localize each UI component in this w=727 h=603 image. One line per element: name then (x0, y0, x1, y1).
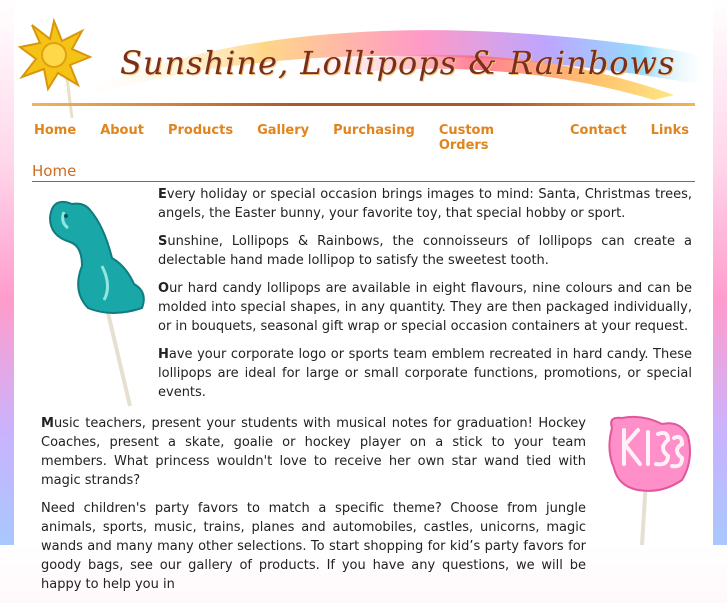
paragraph-text: usic teachers, present your students with musical notes for graduation! Hockey Coaches, present a skate, goalie or hockey player on a stick to your team members. What princess wouldn't love to receive her own star wand tied with magic strands? (41, 416, 586, 488)
paragraph-text: ur hard candy lollipops are available in eight flavours, nine colours and can be molded into special shapes, in any quantity. They are then packaged individually, or in bouquets, seasonal gift wrap or special occasion containers at your request. (158, 281, 692, 334)
right-gradient-rail (713, 0, 727, 545)
secondary-content (41, 414, 586, 603)
paragraph-party (41, 499, 586, 594)
nav-about[interactable]: About (100, 123, 144, 138)
paragraph-corporate (158, 345, 692, 402)
paragraph-text: ave your corporate logo or sports team emblem recreated in hard candy. These lollipops are ideal for large or small corporate functions, promotions, or special events. (158, 347, 692, 400)
nav-contact[interactable]: Contact (569, 123, 627, 138)
page-title: Home (32, 162, 77, 180)
main-navigation (34, 123, 713, 153)
nav-products[interactable]: Products (167, 123, 234, 138)
drop-cap: O (158, 281, 170, 296)
kiss-lollipop-image (602, 410, 702, 545)
left-gradient-rail (0, 0, 14, 545)
nav-links[interactable]: Links (650, 123, 689, 138)
nav-custom-orders[interactable]: Custom Orders (438, 123, 495, 153)
intro-content (158, 185, 692, 411)
site-header (14, 0, 713, 120)
paragraph-connoisseurs (158, 232, 692, 270)
header-divider (32, 103, 695, 106)
paragraph-text: unshine, Lollipops & Rainbows, the connoisseurs of lollipops can create a delectable hand made lollipop to satisfy the sweetest tooth. (158, 234, 692, 268)
drop-cap: H (158, 347, 169, 362)
title-divider (32, 181, 695, 182)
paragraph-text: very holiday or special occasion brings images to mind: Santa, Christmas trees, angels, the Easter bunny, your favorite toy, that special hobby or sport. (158, 187, 692, 221)
page-container (14, 0, 713, 592)
paragraph-text: Need children's party favors to match a specific theme? Choose from jungle animals, sports, music, trains, planes and automobiles, castles, unicorns, magic wands and many many other selections. To start shopping for kid’s party favors for goody bags, see our gallery of products. If you have any questions, we will be happy to help you in (41, 501, 586, 592)
dinosaur-lollipop-image (42, 196, 152, 411)
paragraph-holiday (158, 185, 692, 223)
nav-gallery[interactable]: Gallery (257, 123, 310, 138)
paragraph-music (41, 414, 586, 490)
site-logo-text[interactable]: Sunshine, Lollipops & Rainbows (120, 44, 676, 82)
drop-cap: S (158, 234, 168, 249)
drop-cap: M (41, 416, 54, 431)
sun-lollipop-icon (20, 21, 90, 89)
drop-cap: E (158, 187, 167, 202)
nav-purchasing[interactable]: Purchasing (333, 123, 415, 138)
nav-home[interactable]: Home (34, 123, 77, 138)
paragraph-flavours (158, 279, 692, 336)
